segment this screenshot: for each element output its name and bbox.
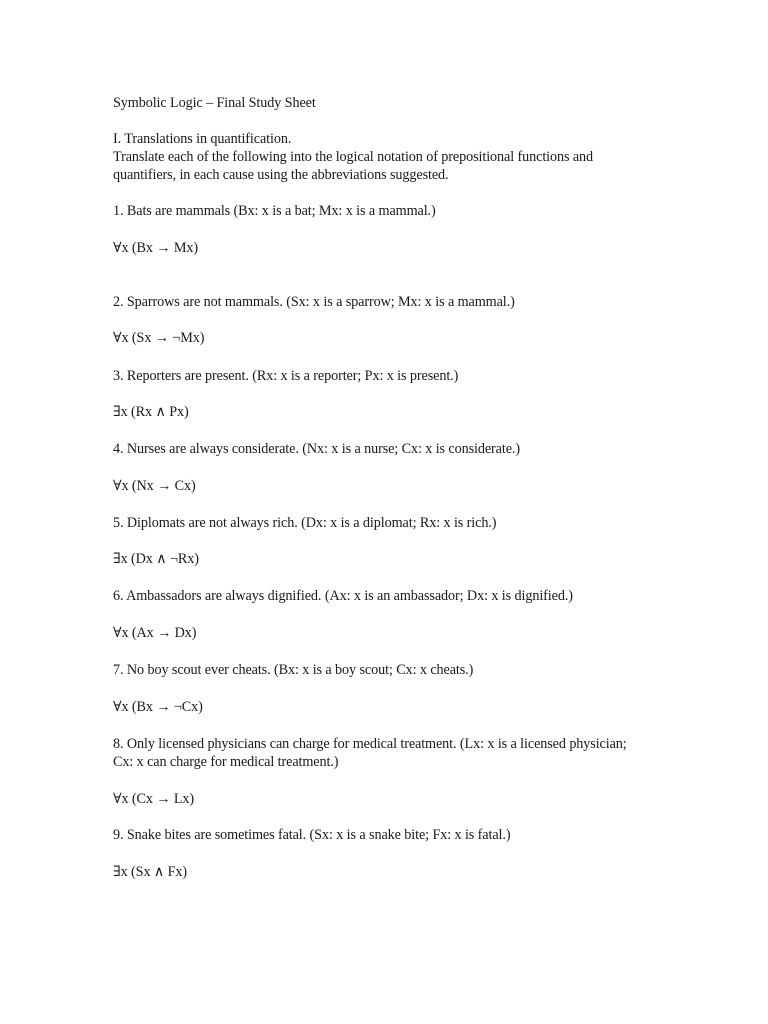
item-1-formula: ∀x (Bx → Mx) — [113, 240, 198, 256]
page-title: Symbolic Logic – Final Study Sheet — [113, 95, 316, 111]
item-6-statement: 6. Ambassadors are always dignified. (Ax: x is an ambassador; Dx: x is dignified.) — [113, 588, 573, 604]
item-7-statement: 7. No boy scout ever cheats. (Bx: x is a boy scout; Cx: x cheats.) — [113, 662, 474, 678]
item-4-statement: 4. Nurses are always considerate. (Nx: x is a nurse; Cx: x is considerate.) — [113, 441, 520, 457]
item-2-formula: ∀x (Sx → ¬Mx) — [113, 330, 205, 346]
item-1-statement: 1. Bats are mammals (Bx: x is a bat; Mx: x is a mammal.) — [113, 203, 436, 219]
item-3-statement: 3. Reporters are present. (Rx: x is a reporter; Px: x is present.) — [113, 368, 459, 384]
item-9-statement: 9. Snake bites are sometimes fatal. (Sx: x is a snake bite; Fx: x is fatal.) — [113, 827, 511, 843]
item-4-formula: ∀x (Nx → Cx) — [113, 478, 196, 494]
item-3-formula: ∃x (Rx ∧ Px) — [113, 404, 189, 420]
item-8-formula: ∀x (Cx → Lx) — [113, 791, 195, 807]
item-8-statement: 8. Only licensed physicians can charge for medical treatment. (Lx: x is a licensed physician; Cx: x can charge for medical treatment.) — [113, 736, 627, 770]
item-9-formula: ∃x (Sx ∧ Fx) — [113, 864, 188, 880]
section-instructions: Translate each of the following into the logical notation of prepositional functions and quantifiers, in each cause using the abbreviations suggested. — [113, 149, 594, 183]
item-5-statement: 5. Diplomats are not always rich. (Dx: x is a diplomat; Rx: x is rich.) — [113, 515, 497, 531]
item-6-formula: ∀x (Ax → Dx) — [113, 625, 197, 641]
section-heading: I. Translations in quantification. — [113, 131, 292, 147]
item-5-formula: ∃x (Dx ∧ ¬Rx) — [113, 551, 199, 567]
item-2-statement: 2. Sparrows are not mammals. (Sx: x is a sparrow; Mx: x is a mammal.) — [113, 294, 515, 310]
item-7-formula: ∀x (Bx → ¬Cx) — [113, 699, 203, 715]
